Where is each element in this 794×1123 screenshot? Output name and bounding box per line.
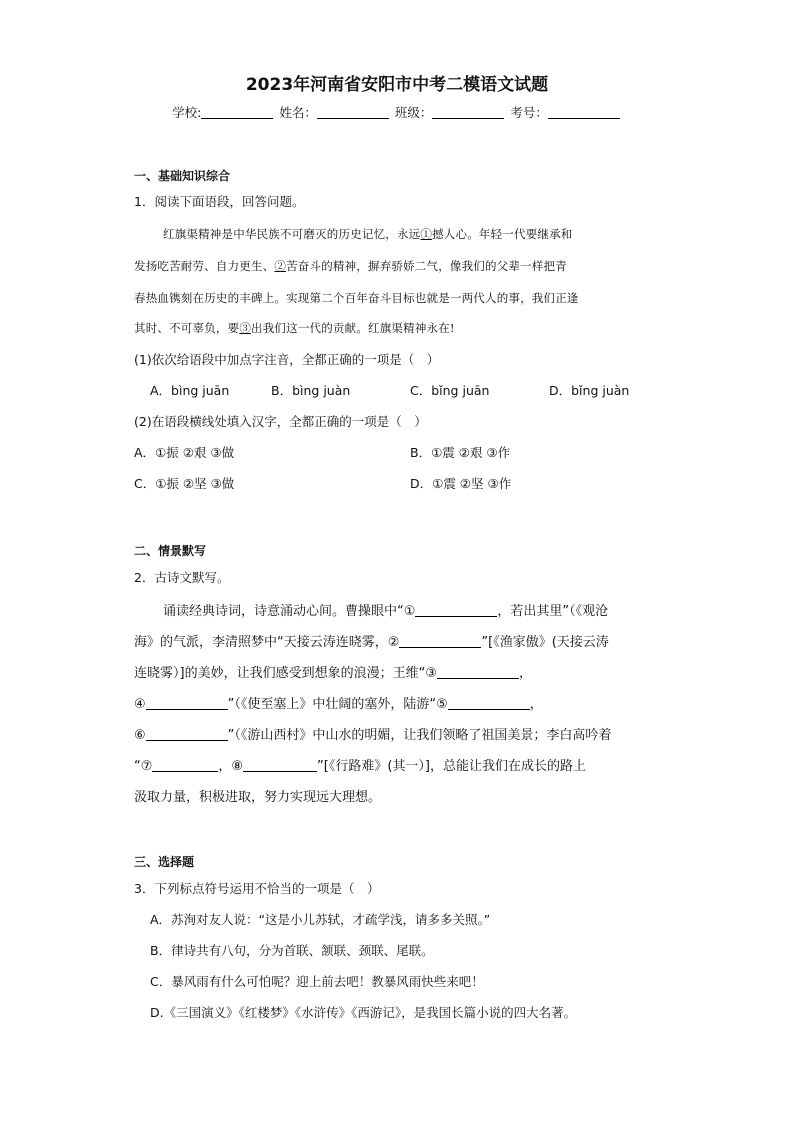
sub1-option-d[interactable]: D．bǐng juàn <box>549 383 630 398</box>
recite-line-3: 连晓雾）]的美妙，让我们感受到想象的浪漫；王维“③ ， <box>134 666 532 681</box>
recite-blank-2[interactable] <box>399 634 481 648</box>
recite-line-6: “⑦ ，⑧ ”[《行路难》(其一）]，总能让我们在成长的路上 <box>134 759 586 774</box>
q3-option-b[interactable]: B．律诗共有八句，分为首联、颔联、颈联、尾联。 <box>150 943 434 958</box>
sub1-option-a[interactable]: A．bìng juān <box>150 383 230 398</box>
section-3-heading: 三、选择题 <box>134 855 195 869</box>
class-label: 班级： <box>394 105 433 120</box>
exam-no-label: 考号： <box>510 105 548 120</box>
section-1-heading: 一、基础知识综合 <box>134 169 231 183</box>
sub2-option-c[interactable]: C．①振 ②坚 ③做 <box>134 476 235 491</box>
sub-question-1: (1)依次给语段中加点字注音，全都正确的一项是（ ） <box>134 352 440 367</box>
question-1: 1．阅读下面语段，回答问题。 <box>134 194 305 209</box>
passage-line-3: 春热血镌刻在历史的丰碑上。实现第二个百年奋斗目标也就是一两代人的事，我们正逢 <box>134 291 579 305</box>
exam-no-blank[interactable] <box>548 106 620 119</box>
sub2-option-b[interactable]: B．①震 ②艰 ③作 <box>410 445 511 460</box>
question-2: 2．古诗文默写。 <box>134 570 230 585</box>
recite-line-5: ⑥ ”（《游山西村》中山水的明媚，让我们领略了祖国美景；李白高吟着 <box>134 728 612 743</box>
recite-line-7: 汲取力量，积极进取，努力实现远大理想。 <box>134 790 382 805</box>
passage-blank-1: ① <box>420 227 433 241</box>
section-2-heading: 二、情景默写 <box>134 544 207 558</box>
name-label: 姓名： <box>279 105 317 120</box>
passage-blank-2: ② <box>274 259 287 273</box>
recite-blank-7[interactable] <box>152 758 218 772</box>
recite-line-1: 诵读经典诗词，诗意涌动心间。曹操眼中“① ，若出其里”（《观沧 <box>163 604 609 619</box>
recite-blank-8[interactable] <box>243 758 317 772</box>
sub1-option-b[interactable]: B．bìng juàn <box>271 383 351 398</box>
question-3: 3．下列标点符号运用不恰当的一项是（ ） <box>134 881 380 896</box>
sub1-option-c[interactable]: C．bǐng juān <box>410 383 490 398</box>
student-info-line <box>0 103 794 121</box>
passage-line-4: 其时、不可辜负，要③出我们这一代的贡献。红旗渠精神永在! <box>134 321 455 335</box>
passage-blank-3: ③ <box>239 321 252 335</box>
recite-blank-5[interactable] <box>448 696 530 710</box>
school-blank[interactable] <box>201 106 273 119</box>
recite-line-2: 海》的气派，李清照梦中“天接云涛连晓雾，② ”[《渔家傲》(天接云涛 <box>134 635 609 650</box>
class-blank[interactable] <box>432 106 504 119</box>
passage-line-1: 红旗渠精神是中华民族不可磨灭的历史记忆，永远①撼人心。年轻一代要继承和 <box>163 227 573 241</box>
sub2-option-d[interactable]: D．①震 ②坚 ③作 <box>410 476 512 491</box>
recite-line-4: ④ ”（《使至塞上》中壮阔的塞外，陆游“⑤ ， <box>134 697 543 712</box>
school-label: 学校: <box>172 105 202 120</box>
exam-title: 2023年河南省安阳市中考二模语文试题 <box>245 75 549 95</box>
sub2-option-a[interactable]: A．①振 ②艰 ③做 <box>134 445 235 460</box>
passage-line-2: 发扬吃苦耐劳、自力更生、②苦奋斗的精神，摒弃骄娇二气，像我们的父辈一样把青 <box>134 259 567 273</box>
recite-blank-3[interactable] <box>437 665 519 679</box>
q3-option-d[interactable]: D.《三国演义》《红楼梦》《水浒传》《西游记》，是我国长篇小说的四大名著。 <box>150 1005 577 1020</box>
q3-option-a[interactable]: A．苏洵对友人说：“这是小儿苏轼，才疏学浅，请多多关照。” <box>150 912 491 927</box>
recite-blank-4[interactable] <box>146 696 228 710</box>
sub-question-2: (2)在语段横线处填入汉字，全都正确的一项是（ ） <box>134 414 427 429</box>
recite-blank-6[interactable] <box>146 727 228 741</box>
name-blank[interactable] <box>317 106 389 119</box>
q3-option-c[interactable]: C．暴风雨有什么可怕呢？迎上前去吧！教暴风雨快些来吧！ <box>150 974 484 989</box>
recite-blank-1[interactable] <box>415 603 497 617</box>
